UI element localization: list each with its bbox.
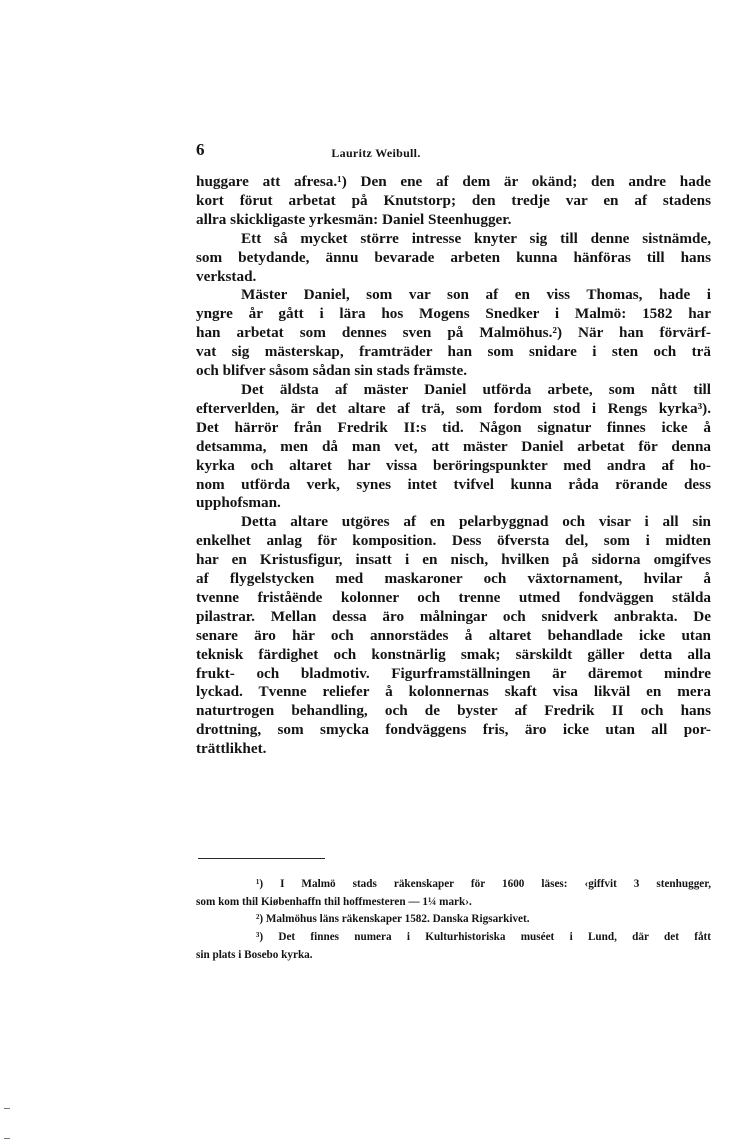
text-line: yngre år gått i lära hos Mogens Snedker i Malmö: 1582 har xyxy=(196,305,711,323)
scan-edge-mark xyxy=(4,1138,10,1139)
text-line: Mäster Daniel, som var son af en viss Thomas, hade i xyxy=(241,286,711,304)
text-line: enkelhet anlag för komposition. Dess öfversta del, som i midten xyxy=(196,532,711,550)
text-line: Ett så mycket större intresse knyter sig till denne sistnämde, xyxy=(241,229,711,247)
text-line: kyrka och altaret har vissa beröringspunkter med andra af ho- xyxy=(196,456,711,474)
text-line: teknisk färdighet och konstnärlig smak; särskildt gäller detta alla xyxy=(196,645,711,663)
text-line: vat sig mästerskap, framträder han som snidare i sten och trä xyxy=(196,343,711,361)
paragraph xyxy=(196,513,711,759)
text-line: han arbetat som dennes sven på Malmöhus.²) När han förvärf- xyxy=(196,324,711,342)
text-line: verkstad. xyxy=(196,267,257,285)
text-line: Det äldsta af mäster Daniel utförda arbete, som nått till xyxy=(241,380,711,398)
footnote-1 xyxy=(196,876,711,911)
footnote-2 xyxy=(196,911,711,929)
paragraph xyxy=(196,230,711,287)
footnote-line: ¹) I Malmö stads räkenskaper för 1600 läses: ‹giffvit 3 stenhugger, xyxy=(256,878,711,890)
footnote-line: ²) Malmöhus läns räkenskaper 1582. Danska Rigsarkivet. xyxy=(256,913,530,926)
text-line: har en Kristusfigur, insatt i en nisch, hvilken på sidorna omgifves xyxy=(196,551,711,569)
text-line: lyckad. Tvenne reliefer å kolonnernas skaft visa likväl en mera xyxy=(196,683,711,701)
page-number: 6 xyxy=(196,140,205,159)
text-line: Detta altare utgöres af en pelarbyggnad och visar i all sin xyxy=(241,513,711,531)
text-line: drottning, som smycka fondväggens fris, äro icke utan all por- xyxy=(196,721,711,739)
text-line: som betydande, ännu bevarade arbeten kunna hänföras till hans xyxy=(196,248,711,266)
paragraph xyxy=(196,173,711,230)
text-line: frukt- och bladmotiv. Figurframställningen är däremot mindre xyxy=(196,664,711,682)
text-line: kort förut arbetat på Knutstorp; den tredje var en af stadens xyxy=(196,191,711,209)
paragraph xyxy=(196,286,711,381)
text-line: trättlikhet. xyxy=(196,740,267,758)
text-line: Det härrör från Fredrik II:s tid. Någon signatur finnes icke å xyxy=(196,418,711,436)
footnote-3 xyxy=(196,929,711,964)
running-head: Lauritz Weibull. xyxy=(331,146,421,160)
text-line: efterverlden, är det altare af trä, som fordom stod i Rengs kyrka³). xyxy=(196,399,711,417)
text-line: tvenne friståënde kolonner och trenne utmed fondväggen stälda xyxy=(196,588,711,606)
footnotes xyxy=(196,876,711,965)
body-text xyxy=(196,173,711,759)
text-line: senare äro här och annorstädes å altaret behandlade icke utan xyxy=(196,626,711,644)
footnote-line: ³) Det finnes numera i Kulturhistoriska muséet i Lund, där det fått xyxy=(256,931,711,944)
text-line: detsamma, men då man vet, att mäster Daniel arbetat för denna xyxy=(196,437,711,455)
text-line: upphofsman. xyxy=(196,494,281,512)
text-line: huggare att afresa.¹) Den ene af dem är okänd; den andre hade xyxy=(196,173,711,190)
text-line: naturtrogen behandling, och de byster af Fredrik II och hans xyxy=(196,702,711,720)
text-line: nom utförda verk, synes intet tvifvel kunna råda rörande dess xyxy=(196,475,711,493)
footnote-line: som kom thil Kiøbenhaffn thil hoffmesteren — 1¼ mark›. xyxy=(196,895,472,908)
footnote-divider xyxy=(198,858,325,859)
text-line: allra skickligaste yrkesmän: Daniel Steenhugger. xyxy=(196,210,512,228)
text-line: pilastrar. Mellan dessa äro målningar och snidverk anbrakta. De xyxy=(196,607,711,625)
text-line: och blifver såsom sådan sin stads främste. xyxy=(196,362,468,380)
text-line: af flygelstycken med maskaroner och växtornament, hvilar å xyxy=(196,570,711,588)
paragraph xyxy=(196,381,711,513)
scan-edge-mark xyxy=(4,1108,10,1109)
footnote-line: sin plats i Bosebo kyrka. xyxy=(196,948,313,961)
